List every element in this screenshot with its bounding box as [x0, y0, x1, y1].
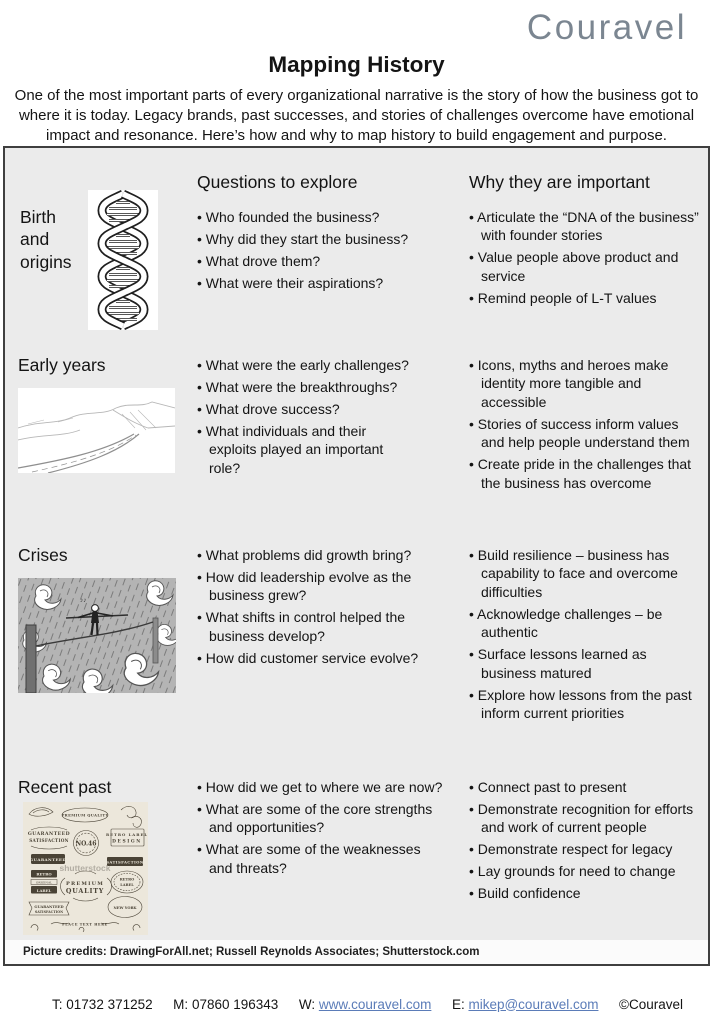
bullet-item: • Build resilience – business has capability to face and overcome difficulties — [469, 546, 705, 601]
bullet-item: • What problems did growth bring? — [197, 546, 443, 564]
phone-label: T: — [52, 996, 63, 1012]
cell-crises-why — [459, 536, 708, 768]
column-header-why: Why they are important — [469, 172, 650, 192]
bullet-item: • What are some of the core strengths and opportunities? — [197, 800, 447, 837]
brand-logo: Couravel — [526, 8, 687, 47]
table-corner — [5, 148, 187, 196]
mobile-item — [173, 997, 278, 1012]
tightrope-walker-storm-illustration — [18, 578, 176, 693]
column-header-questions: Questions to explore — [197, 172, 358, 192]
bullet-item: • Acknowledge challenges – be authentic — [469, 605, 705, 642]
bullet-item: • What were the breakthroughs? — [197, 378, 409, 396]
bullet-item: • What are some of the weaknesses and threats? — [197, 840, 447, 877]
bullet-item: • Stories of success inform values and help people understand them — [469, 415, 705, 452]
row-label-early-years: Early years — [18, 355, 106, 375]
svg-text:RETRO: RETRO — [119, 877, 135, 882]
svg-text:PLACE TEXT HERE: PLACE TEXT HERE — [62, 922, 108, 927]
svg-text:DESIGN: DESIGN — [112, 839, 142, 845]
svg-text:GUARANTEED: GUARANTEED — [27, 832, 71, 838]
bullet-item: • Create pride in the challenges that the business has overcome — [469, 455, 705, 492]
svg-text:PREMIUM QUALITY: PREMIUM QUALITY — [61, 813, 109, 818]
why-list-early — [459, 346, 705, 492]
picture-credits: Picture credits: DrawingForAll.net; Russell Reynolds Associates; Shutterstock.com — [5, 940, 708, 964]
svg-text:LABEL: LABEL — [36, 888, 52, 894]
svg-text:GUARANTEED: GUARANTEED — [34, 905, 64, 910]
bullet-item: • Build confidence — [469, 884, 705, 902]
watermark-text: shutterstock — [59, 863, 111, 874]
svg-text:PREMIUM: PREMIUM — [66, 881, 104, 888]
intro-paragraph: One of the most important parts of every organizational narrative is the story of how the business got to where it is today. Legacy brands, past successes, and stories of challenges overcome have emotional impact and resonance. Here’s how and why to map history to build engagement and purpose. — [14, 87, 699, 144]
bullet-item: • Lay grounds for need to change — [469, 862, 705, 880]
winding-road-illustration — [18, 388, 175, 473]
svg-text:RETRO: RETRO — [36, 871, 52, 877]
website-link[interactable]: www.couravel.com — [318, 996, 432, 1012]
email-item — [452, 997, 599, 1012]
bullet-item: • Surface lessons learned as business matured — [469, 645, 705, 682]
questions-list-crises — [187, 536, 443, 667]
cell-crises-questions — [187, 536, 459, 768]
website-item — [299, 997, 432, 1012]
email-link[interactable]: mikep@couravel.com — [468, 996, 599, 1012]
bullet-item: • How did we get to where we are now? — [197, 778, 447, 796]
row-header-crises — [5, 536, 187, 768]
svg-text:NO.46: NO.46 — [75, 840, 97, 848]
row-label-recent-past: Recent past — [18, 777, 112, 797]
content-panel — [3, 146, 710, 966]
phone-number: 01732 371252 — [66, 996, 153, 1012]
bullet-item: • Remind people of L-T values — [469, 289, 705, 307]
cell-early-why — [459, 346, 708, 536]
bullet-item: • Connect past to present — [469, 778, 705, 796]
bullet-item: • What individuals and their exploits played an important role? — [197, 422, 409, 477]
bullet-item: • What drove them? — [197, 252, 459, 270]
mobile-label: M: — [173, 996, 189, 1012]
row-header-early-years — [5, 346, 187, 536]
svg-text:GUARANTEED: GUARANTEED — [29, 857, 67, 863]
bullet-item: • Icons, myths and heroes make identity more tangible and accessible — [469, 356, 705, 411]
bullet-item: • What were their aspirations? — [197, 274, 459, 292]
cell-early-questions — [187, 346, 459, 536]
copyright: ©Couravel — [619, 996, 683, 1012]
row-header-birth-origins — [5, 196, 187, 346]
contact-footer — [0, 992, 713, 1016]
svg-text:SATISFACTION: SATISFACTION — [34, 910, 64, 915]
svg-text:RETRO LABEL: RETRO LABEL — [105, 832, 148, 838]
bullet-item: • Value people above product and service — [469, 248, 705, 285]
history-table — [5, 148, 708, 940]
svg-text:ORIGINAL: ORIGINAL — [35, 881, 53, 886]
bullet-item: • What drove success? — [197, 400, 409, 418]
mobile-number: 07860 196343 — [191, 996, 279, 1012]
cell-birth-questions — [187, 196, 459, 346]
cell-birth-why — [459, 196, 708, 346]
why-list-birth — [459, 196, 705, 307]
cell-recent-why — [459, 768, 708, 940]
svg-text:NEW YORK: NEW YORK — [113, 906, 137, 911]
dna-helix-illustration — [88, 190, 158, 330]
bullet-item: • How did leadership evolve as the business grew? — [197, 568, 443, 605]
svg-text:LABEL: LABEL — [120, 883, 134, 888]
bullet-item: • Why did they start the business? — [197, 230, 459, 248]
questions-list-birth — [187, 196, 459, 292]
questions-list-recent — [187, 768, 447, 877]
bullet-item: • Demonstrate respect for legacy — [469, 840, 705, 858]
bullet-item: • What were the early challenges? — [197, 356, 409, 374]
music-notes: ♪♪ — [80, 597, 87, 605]
bullet-item: • Demonstrate recognition for efforts and work of current people — [469, 800, 705, 837]
bullet-item: • Who founded the business? — [197, 208, 459, 226]
phone-item — [52, 997, 153, 1012]
why-list-crises — [459, 536, 705, 723]
row-label-crises: Crises — [18, 545, 68, 565]
bullet-item: • Articulate the “DNA of the business” with founder stories — [469, 208, 705, 245]
svg-text:SATISFACTION: SATISFACTION — [106, 859, 144, 865]
row-header-recent-past — [5, 768, 187, 940]
svg-text:QUALITY: QUALITY — [65, 887, 105, 896]
bullet-item: • Explore how lessons from the past inform current priorities — [469, 686, 705, 723]
questions-list-early — [187, 346, 409, 477]
page-title: Mapping History — [268, 52, 445, 77]
cell-recent-questions — [187, 768, 459, 940]
bullet-item: • How did customer service evolve? — [197, 649, 443, 667]
email-label: E: — [451, 996, 465, 1012]
why-list-recent — [459, 768, 705, 903]
bullet-item: • What shifts in control helped the business develop? — [197, 608, 443, 645]
website-label: W: — [298, 996, 316, 1012]
vintage-labels-collage-illustration — [23, 802, 148, 935]
svg-text:SATISFACTION: SATISFACTION — [29, 838, 69, 844]
row-label-birth-origins: Birth and origins — [20, 207, 72, 272]
